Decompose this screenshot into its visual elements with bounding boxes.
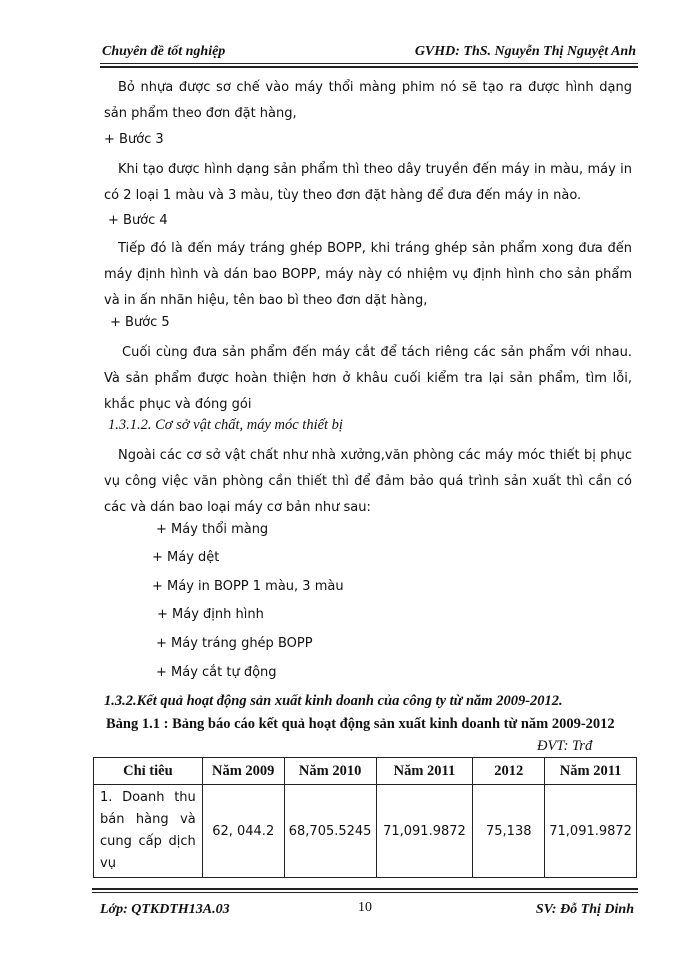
section-heading-1-3-2: 1.3.2.Kết quả hoạt động sản xuất kinh doanh của công ty từ năm 2009-2012. — [104, 693, 563, 709]
page-footer — [92, 898, 638, 920]
business-results-table — [93, 757, 637, 878]
step-4-label: + Bước 4 — [108, 213, 168, 228]
unit-label: ĐVT: Trđ — [537, 738, 593, 754]
paragraph-step5-text: Cuối cùng đưa sản phẩm đến máy cắt để tách riêng các sản phẩm với nhau. Và sản phẩm được hoàn thiện hơn ở khâu cuối kiểm tra lại sản phẩm, tìm lỗi, khắc phục và đóng gói — [104, 345, 632, 412]
table-cell: 71,091.9872 — [545, 785, 637, 878]
footer-left: Lớp: QTKDTH13A.03 — [100, 902, 230, 917]
column-header: 2012 — [473, 758, 545, 785]
header-rule-thin — [100, 63, 638, 64]
paragraph-step2-text: Bỏ nhựa được sơ chế vào máy thổi màng phim nó sẽ tạo ra được hình dạng sản phẩm theo đơn đặt hàng, — [104, 80, 632, 121]
table-cell: 1. Doanh thu bán hàng và cung cấp dịch vụ — [94, 785, 203, 878]
section-heading-1-3-1-2: 1.3.1.2. Cơ sở vật chất, máy móc thiết bị — [108, 417, 343, 433]
list-item: + Máy in BOPP 1 màu, 3 màu — [152, 579, 344, 594]
column-header: Năm 2011 — [545, 758, 637, 785]
paragraph-step4-text: Tiếp đó là đến máy tráng ghép BOPP, khi tráng ghép sản phẩm xong đưa đến máy định hình và dán bao BOPP, máy này có nhiệm vụ định hình cho sản phẩm và in ấn nhãn hiệu, tên bao bì theo đơn dặt hàng, — [104, 241, 632, 308]
column-header: Năm 2011 — [376, 758, 473, 785]
list-item: + Máy định hình — [157, 607, 264, 622]
table-header-row — [94, 758, 637, 785]
footer-rule-thin — [92, 892, 638, 893]
table-cell: 68,705.5245 — [284, 785, 376, 878]
header-right: GVHD: ThS. Nguyễn Thị Nguyệt Anh — [414, 44, 636, 59]
column-header: Năm 2010 — [284, 758, 376, 785]
paragraph-facilities: Ngoài các cơ sở vật chất như nhà xưởng,văn phòng các máy móc thiết bị phục vụ công việc văn phòng cần thiết thì để đảm bảo quá trình sản xuất thì cần có các và dán bao loại máy cơ bản như sau: — [104, 448, 632, 515]
footer-right: SV: Đỗ Thị Dinh — [535, 902, 634, 917]
footer-rule-thick — [92, 888, 638, 890]
list-item: + Máy thổi màng — [156, 522, 269, 537]
header-rule-thick — [100, 66, 638, 68]
table-row — [94, 785, 637, 878]
page-header — [100, 38, 638, 64]
table-cell: 75,138 — [473, 785, 545, 878]
list-item: + Máy dệt — [152, 550, 220, 565]
table-title: Bảng 1.1 : Bảng báo cáo kết quả hoạt động sản xuất kinh doanh từ năm 2009-2012 — [106, 716, 615, 732]
column-header: Năm 2009 — [202, 758, 284, 785]
header-left: Chuyên đề tốt nghiệp — [102, 44, 226, 59]
step-3-label: + Bước 3 — [104, 132, 164, 147]
paragraph-step3-text: Khi tạo được hình dạng sản phẩm thì theo dây truyền đến máy in màu, máy in có 2 loại 1 màu và 3 màu, tùy theo đơn đặt hàng để đưa đến máy in nào. — [104, 162, 632, 203]
column-header: Chỉ tiêu — [94, 758, 203, 785]
step-5-label: + Bước 5 — [110, 315, 170, 330]
list-item: + Máy cắt tự động — [156, 665, 277, 680]
table-cell: 62, 044.2 — [202, 785, 284, 878]
page-number: 10 — [358, 900, 372, 915]
list-item: + Máy tráng ghép BOPP — [156, 636, 313, 651]
table-cell: 71,091.9872 — [376, 785, 473, 878]
